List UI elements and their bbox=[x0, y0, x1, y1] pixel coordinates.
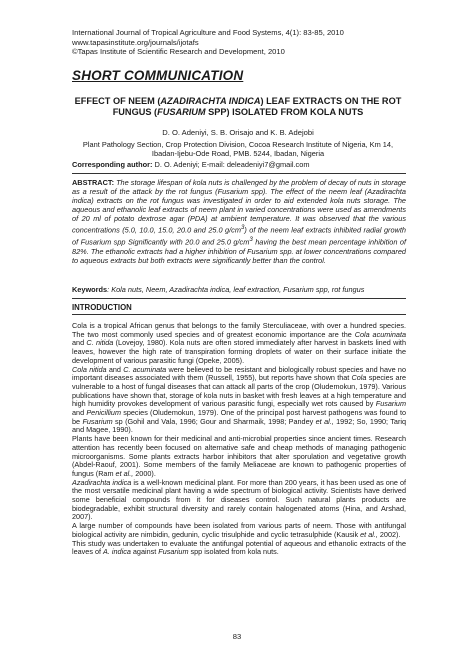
abstract bbox=[72, 178, 406, 265]
species-name: Cola nitida bbox=[72, 364, 107, 374]
mid-divider bbox=[72, 298, 406, 299]
copyright-line: ©Tapas Institute of Scientific Research and Development, 2010 bbox=[72, 47, 285, 57]
text-run: were believed to be resistant and biologically robust species and have no important diseases associated with them (Russell, 1955), but reports have shown that bbox=[72, 364, 406, 383]
title-text: ) LEAF EXTRACTS ON THE ROT bbox=[260, 96, 402, 106]
title-text: EFFECT OF NEEM ( bbox=[74, 96, 161, 106]
journal-url[interactable]: www.tapasinstitute.org/journals/ijotafs bbox=[72, 37, 199, 47]
title-text: SPP) ISOLATED FROM KOLA NUTS bbox=[205, 107, 364, 117]
keywords-label: Keywords bbox=[72, 285, 108, 294]
species-name: Azadirachta indica bbox=[72, 477, 132, 487]
section-label: SHORT COMMUNICATION bbox=[72, 68, 244, 83]
text-run: A large number of compounds have been isolated from various parts of neem. Those with antifungal biological activity are nimbidin, gedunin, cyclic trisulphide and cyclic tetrasulphide (Kausik bbox=[72, 521, 406, 539]
title-text: FUNGUS ( bbox=[112, 107, 158, 117]
text-run: (Lovejoy, 1980). Kola nuts are often stored immediately after harvest in baskets lined with leaves, however the high rate of transpiration forming droplets of water on their surface initiate the development of various parasitic fungi (Opeke, 2005). bbox=[72, 338, 406, 365]
top-divider bbox=[72, 173, 406, 174]
abstract-text: The storage lifespan of kola nuts is challenged by the problem of decay of nuts in storage as a result of the attack by the rot fungus (Fusarium spp). The effect of the neem leaf (Azadirachta indica) extracts on the rot fungus was investigated in order to aid extended kola nuts storage. The aqueous and ethanolic leaf extracts of neem plant in varied concentrations were used as amendments of 20 ml of potato dextrose agar (PDA) at ambient temperature. It was observed that the various concentrations (5.0, 10.0, 15.0, 20.0 and 25.0 g/cm bbox=[72, 178, 406, 235]
text-run: and bbox=[72, 338, 87, 348]
affiliation-line: Plant Pathology Section, Crop Protection Division, Cocoa Research Institute of Nigeria, Km 14, bbox=[82, 140, 394, 149]
text-run: This study was undertaken to evaluate the antifungal potential of aqueous and ethanolic extracts of the leaves of bbox=[72, 538, 406, 557]
intro-divider bbox=[72, 314, 406, 315]
text-run: 2000). bbox=[133, 468, 156, 478]
species-name: Fusarium bbox=[82, 416, 113, 426]
paragraph bbox=[72, 322, 406, 366]
keywords-text: : Kola nuts, Neem, Azadirachta indica, leaf extraction, Fusarium spp, rot fungus bbox=[107, 285, 365, 294]
journal-header bbox=[72, 28, 344, 57]
text-run: Cola is a tropical African genus that belongs to the family Sterculiaceae, with over a hundred species. The two most commonly used species and of greatest economic importance are the bbox=[72, 321, 406, 339]
text-run: species are vulnerable to a host of fungal diseases that can attack all parts of the crop (Oludemokun, 1979). Various publications have shown that, storage of kola nuts in basket with fresh leaves at a high temperature and high humidity provokes development of various parasitic fungi, especially wet rots caused by bbox=[72, 373, 406, 409]
corresponding-author bbox=[72, 160, 310, 169]
body-text bbox=[72, 322, 406, 557]
author-list: D. O. Adeniyi, S. B. Orisajo and K. B. Adejobi bbox=[162, 128, 314, 137]
paper-title bbox=[72, 96, 404, 118]
title-species: AZADIRACHTA INDICA bbox=[160, 96, 261, 106]
title-line-2 bbox=[72, 107, 404, 118]
text-run: sp (Gohil and Vala, 1996; Gour and Sharmaik, 1998; Pandey bbox=[112, 416, 316, 426]
paragraph bbox=[72, 435, 406, 479]
text-run: Plants have been known for their medicinal and anti-microbial properties since ancient times. Research attention has recently been focused on alternative safe and cheap methods of managing pathogenic microorganisms. Some plants extracts harbor inhibitors that alter sporulation and vegetative growth (Abdel-Raouf, 2001). Some members of the family Meliaceae are known to pathogenic properties of fungus (Ram bbox=[72, 434, 406, 478]
affiliation bbox=[72, 140, 404, 158]
species-name: A. indica bbox=[103, 547, 131, 557]
species-name: C. nitida bbox=[86, 338, 114, 348]
superscript: 3 bbox=[249, 236, 253, 243]
corresponding-contact: D. O. Adeniyi; E-mail: deleadeniyi7@gmail.com bbox=[152, 160, 310, 169]
text-run: against bbox=[130, 547, 159, 557]
page-number: 83 bbox=[232, 632, 242, 641]
text-run: and bbox=[72, 408, 87, 418]
et-al: et al., bbox=[360, 529, 378, 539]
keywords bbox=[72, 285, 406, 294]
paragraph bbox=[72, 479, 406, 523]
species-name: Fusarium bbox=[375, 399, 406, 409]
et-al: et al., bbox=[115, 468, 134, 478]
text-run: 1992; So, 1990; Tariq and Magee, 1990). bbox=[72, 416, 407, 435]
abstract-text: ) of the neem leaf extracts inhibited radial growth of Fusarium spp Significantly with 20.0 and 25.0 g/cm bbox=[72, 225, 406, 247]
introduction-heading: INTRODUCTION bbox=[72, 303, 132, 312]
paragraph bbox=[72, 522, 406, 539]
affiliation-line: Ibadan-Ijebu-Ode Road, PMB. 5244, Ibadan, Nigeria bbox=[151, 149, 325, 159]
text-run: 2002). bbox=[377, 529, 401, 539]
paragraph bbox=[72, 366, 406, 436]
journal-citation: International Journal of Tropical Agriculture and Food Systems, 4(1): 83-85, 2010 bbox=[72, 28, 344, 37]
abstract-text: having the best mean percentage inhibition of 82%. The ethanolic extracts had a higher inhibition of Fusarium spp. at lower concentrations compared to aqueous extracts but both extracts were significantly better than the control. bbox=[72, 237, 407, 265]
corresponding-label: Corresponding author: bbox=[72, 160, 153, 169]
text-run: is a well-known medicinal plant. For more than 200 years, it has been used as one of the most versatile medicinal plant having a wide spectrum of biological activity. Scientists have derived some beneficial compounds from it for diseases control. Such natural plants products are biodegradable, exhibit structural diversity and rarely contain halogenated atoms (Hina, and Arshad, 2007). bbox=[72, 477, 406, 522]
species-name: C. acuminata bbox=[123, 364, 167, 374]
title-genus: FUSARIUM bbox=[157, 107, 206, 117]
species-name: Cola bbox=[351, 373, 367, 383]
text-run: spp isolated from kola nuts. bbox=[188, 547, 279, 557]
species-name: Fusarium bbox=[158, 547, 189, 557]
text-run: and bbox=[106, 364, 124, 374]
species-name: Penicillium bbox=[86, 408, 121, 418]
paragraph bbox=[72, 540, 406, 557]
abstract-label: ABSTRACT: bbox=[72, 178, 115, 187]
title-line-1 bbox=[72, 96, 404, 107]
species-name: Cola acuminata bbox=[354, 329, 406, 339]
text-run: species (Oludemokun, 1979). One of the principal post harvest pathogens was found to be bbox=[72, 408, 406, 426]
superscript: 3 bbox=[240, 224, 245, 232]
et-al: et al., bbox=[315, 416, 334, 426]
